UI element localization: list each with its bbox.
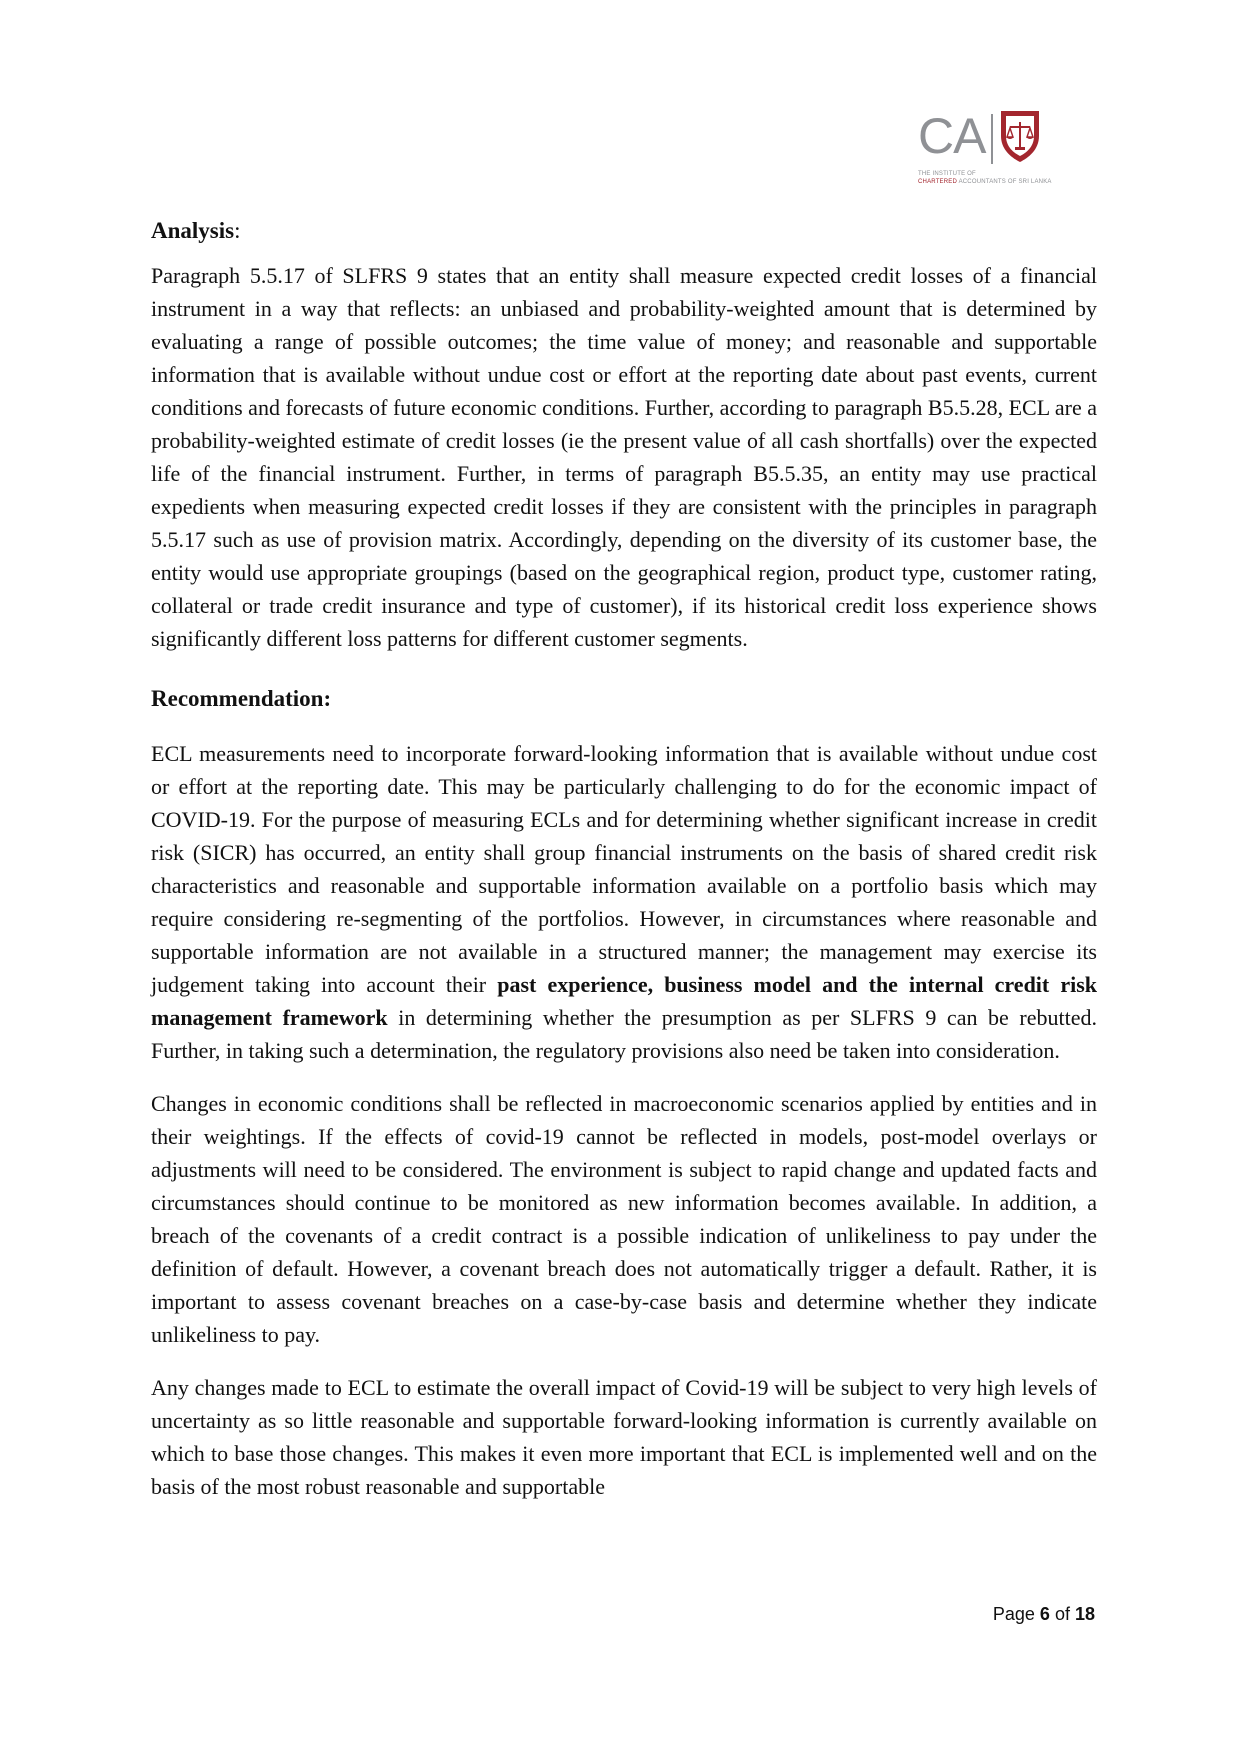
logo-divider xyxy=(991,114,993,164)
logo-subtitle-line1: THE INSTITUTE OF xyxy=(918,171,976,177)
logo-subtitle-accent: CHARTERED xyxy=(918,179,958,185)
total-page-count: 18 xyxy=(1074,1604,1095,1624)
document-body xyxy=(151,215,1097,1503)
recommendation-paragraph-1: ECL measurements need to incorporate forward-looking information that is available without undue cost or effort at the reporting date. This may be particularly challenging to do for the economic impact of COVID-19. For the purpose of measuring ECLs and for determining whether significant increase in credit risk (SICR) has occurred, an entity shall group financial instruments on the basis of shared credit risk characteristics and reasonable and supportable information available on a portfolio basis which may require considering re-segmenting of the portfolios. However, in circumstances where reasonable and supportable information are not available in a structured manner; the management may exercise its judgement taking into account their past experience, business model and the internal credit risk management framework in determining whether the presumption as per SLFRS 9 can be rebutted. Further, in taking such a determination, the regulatory provisions also need be taken into consideration. xyxy=(151,741,1097,1063)
recommendation-heading: Recommendation: xyxy=(151,686,332,711)
institute-logo xyxy=(918,108,1068,194)
bold-emphasis: past experience, business model and the internal credit risk management framework xyxy=(151,972,1097,1030)
recommendation-paragraph-3: Any changes made to ECL to estimate the overall impact of Covid-19 will be subject to very high levels of uncertainty as so little reasonable and supportable forward-looking information is currently available on which to base those changes. This makes it even more important that ECL is implemented well and on the basis of the most robust reasonable and supportable xyxy=(151,1375,1097,1499)
logo-subtitle-rest: ACCOUNTANTS OF SRI LANKA xyxy=(957,179,1052,185)
page-number-footer: Page 6 of 18 xyxy=(992,1604,1095,1624)
logo-letters: CA xyxy=(918,108,986,164)
analysis-paragraph: Paragraph 5.5.17 of SLFRS 9 states that an entity shall measure expected credit losses of a financial instrument in a way that reflects: an unbiased and probability-weighted amount that is determined by evaluating a range of possible outcomes; the time value of money; and reasonable and supportable information that is available without undue cost or effort at the reporting date about past events, current conditions and forecasts of future economic conditions. Further, according to paragraph B5.5.28, ECL are a probability-weighted estimate of credit losses (ie the present value of all cash shortfalls) over the expected life of the financial instrument. Further, in terms of paragraph B5.5.35, an entity may use practical expedients when measuring expected credit losses if they are consistent with the principles in paragraph 5.5.17 such as use of provision matrix. Accordingly, depending on the diversity of its customer base, the entity would use appropriate groupings (based on the geographical region, product type, customer rating, collateral or trade credit insurance and type of customer), if its historical credit loss experience shows significantly different loss patterns for different customer segments. xyxy=(151,263,1097,651)
analysis-heading: Analysis: xyxy=(151,218,241,243)
logo-subtitle-line2 xyxy=(918,178,1052,186)
current-page-number: 6 xyxy=(1039,1604,1050,1624)
recommendation-paragraph-2: Changes in economic conditions shall be reflected in macroeconomic scenarios applied by entities and in their weightings. If the effects of covid-19 cannot be reflected in models, post-model overlays or adjustments will need to be considered. The environment is subject to rapid change and updated facts and circumstances should continue to be monitored as new information becomes available. In addition, a breach of the covenants of a credit contract is a possible indication of unlikeliness to pay under the definition of default. However, a covenant breach does not automatically trigger a default. Rather, it is important to assess covenant breaches on a case-by-case basis and determine whether they indicate unlikeliness to pay. xyxy=(151,1091,1097,1347)
scales-shield-icon xyxy=(998,108,1042,164)
